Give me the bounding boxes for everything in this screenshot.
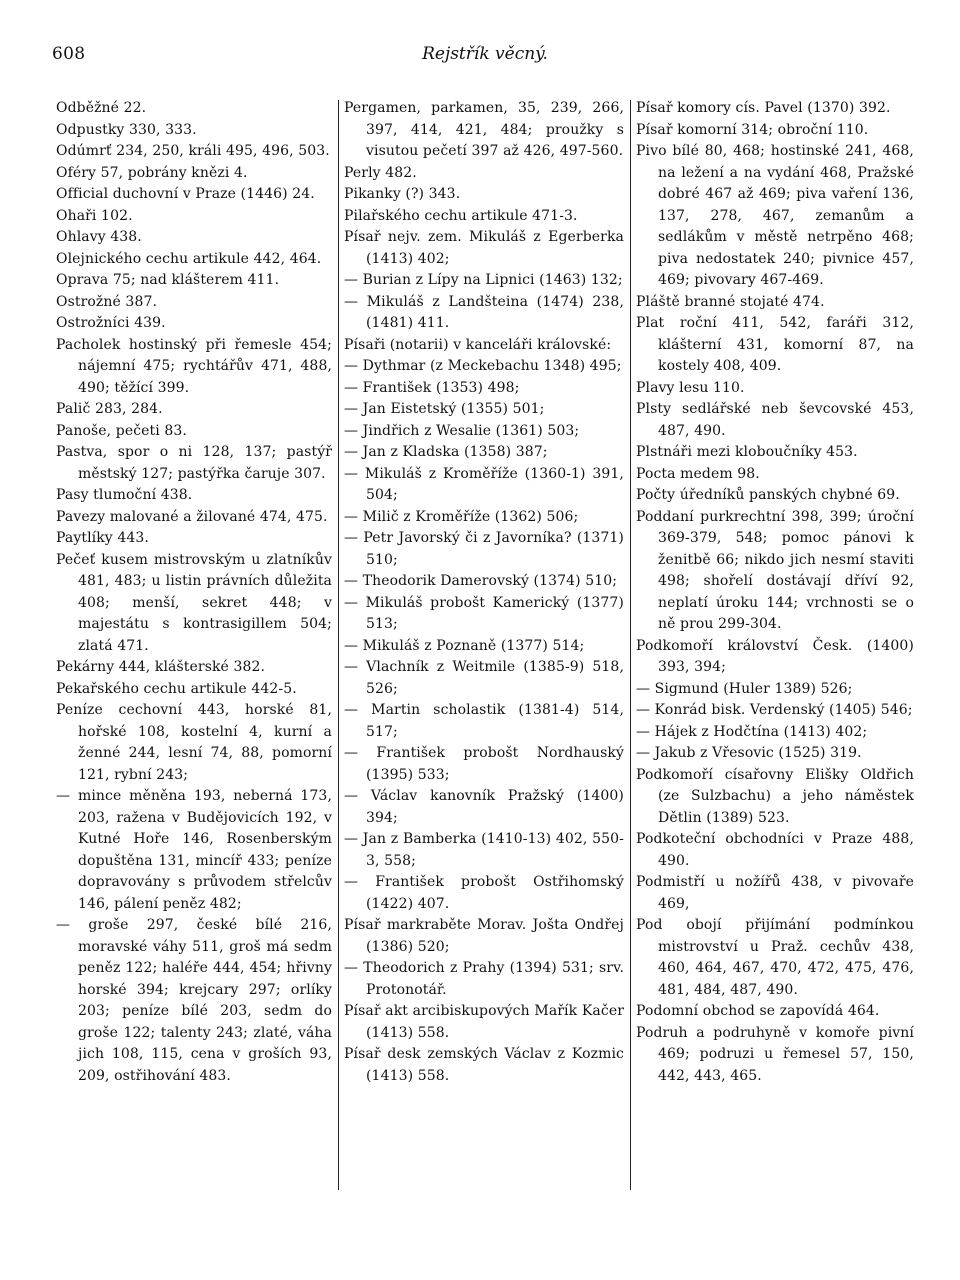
index-entry: Podomní obchod se zapovídá 464. <box>636 1003 880 1019</box>
index-entry: — Milič z Kroměříže (1362) 506; <box>344 508 579 525</box>
index-entry: Ostrožníci 439. <box>56 315 166 331</box>
index-entry: — Konrád bisk. Verdenský (1405) 546; <box>636 702 913 718</box>
index-entry: Pavezy malované a žilované 474, 475. <box>56 508 328 525</box>
index-entry: Oprava 75; nad klášterem 411. <box>56 272 280 288</box>
index-entry: Písař nejv. zem. Mikuláš z Egerberka (1413) 402; <box>344 229 624 267</box>
index-entry: — Sigmund (Huler 1389) 526; <box>636 680 853 697</box>
index-entry: Official duchovní v Praze (1446) 24. <box>56 186 315 202</box>
index-entry: Odúmrť 234, 250, králi 495, 496, 503. <box>56 143 330 159</box>
index-entry: Panoše, pečeti 83. <box>56 422 187 439</box>
index-column-1 <box>56 98 332 1087</box>
index-entry: Pekařského cechu artikule 442-5. <box>56 680 297 697</box>
index-entry: Podruh a podruhyně v komoře pivní 469; podruzi u řemesel 57, 150, 442, 443, 465. <box>636 1024 914 1084</box>
index-entry: Palič 283, 284. <box>56 401 163 417</box>
index-entry: Ostrožné 387. <box>56 293 158 310</box>
column-divider <box>338 100 339 1190</box>
column-divider <box>630 100 631 1190</box>
index-entry: — Vlachník z Weitmile (1385-9) 518, 526; <box>344 659 624 697</box>
index-entry: Pasy tlumoční 438. <box>56 487 193 503</box>
index-entry: Pilařského cechu artikule 471-3. <box>344 207 578 224</box>
index-entry: Paytlíky 443. <box>56 530 149 546</box>
index-entry: Odpustky 330, 333. <box>56 121 197 138</box>
index-entry: Pergamen, parkamen, 35, 239, 266, 397, 414, 421, 484; proužky s visutou pečetí 397 až 426, 497-560. <box>344 100 624 159</box>
index-entry: Písař akt arcibiskupových Mařík Kačer (1413) 558. <box>344 1003 624 1041</box>
index-entry: — groše 297, české bílé 216, moravské váhy 511, groš má sedm peněz 122; haléře 444, 454; hřivny horské 394; krejcary 297; orlíky 203; peníze bílé 203, sedm do groše 122; talenty 243; zlaté, váha jich 108, 115, cena v groších 93, 209, ostřihování 483. <box>56 917 332 1084</box>
page-number: 608 <box>52 44 86 64</box>
index-entry: Perly 482. <box>344 164 417 181</box>
index-entry: Peníze cechovní 443, horské 81, hořské 108, kostelní 4, kurní a ženné 244, lesní 74, 88, pomorní 121, rybní 243; <box>56 702 332 783</box>
index-entry: Ohlavy 438. <box>56 229 142 245</box>
index-entry: Pocta medem 98. <box>636 465 760 482</box>
index-entry: — Martin scholastik (1381-4) 514, 517; <box>344 702 624 740</box>
index-entry: — František probošt Ostřihomský (1422) 407. <box>344 874 624 912</box>
index-entry: Písař desk zemských Václav z Kozmic (1413) 558. <box>344 1046 624 1084</box>
index-entry: Plsty sedlářské neb ševcovské 453, 487, 490. <box>636 401 914 439</box>
index-entry: Pivo bílé 80, 468; hostinské 241, 468, na ležení a na vydání 468, Pražské dobré 467 až 469; piva vaření 136, 137, 278, 467, zemanům a sedlákům v městě netrpěno 468; piva nedostatek 240; pivnice 457, 469; pivovary 467-469. <box>636 143 914 288</box>
index-entry: Podkoteční obchodníci v Praze 488, 490. <box>636 831 914 869</box>
index-entry: — Burian z Lípy na Lipnici (1463) 132; <box>344 272 623 288</box>
index-entry: Písař markraběte Morav. Jošta Ondřej (1386) 520; <box>344 917 624 955</box>
index-entry: — Václav kanovník Pražský (1400) 394; <box>344 788 624 826</box>
index-entry: Pacholek hostinský při řemesle 454; nájemní 475; rychtářův 471, 488, 490; těžící 399. <box>56 336 332 396</box>
index-entry: Poddaní purkrechtní 398, 399; úroční 369-379, 548; pomoc pánovi k ženitbě 66; nikdo jich nesmí staviti 498; shořelí dostávají dříví 92, neplatí úroku 144; vrchnosti se o ně prou 299-304. <box>636 508 914 632</box>
index-entry: Plat roční 411, 542, faráři 312, klášterní 431, komorní 87, na kostely 408, 409. <box>636 315 914 374</box>
index-entry: Podmistří u nožířů 438, v pivovaře 469, <box>636 874 914 912</box>
index-entry: — Mikuláš z Landšteina (1474) 238, (1481) 411. <box>344 293 624 331</box>
index-entry: Pastva, spor o ni 128, 137; pastýř městský 127; pastýřka čaruje 307. <box>56 444 332 482</box>
index-entry: Písaři (notarii) v kanceláři královské: <box>344 336 612 353</box>
index-entry: Podkomoří království Česk. (1400) 393, 394; <box>636 637 914 675</box>
index-entry: — Mikuláš probošt Kamerický (1377) 513; <box>344 594 624 632</box>
index-entry: Počty úředníků panských chybné 69. <box>636 487 900 503</box>
index-entry: Pod obojí přijímání podmínkou mistrovství u Praž. cechův 438, 460, 464, 467, 470, 472, 475, 476, 481, 484, 487, 490. <box>636 917 914 998</box>
index-entry: Ohaři 102. <box>56 207 133 224</box>
index-entry: — Dythmar (z Meckebachu 1348) 495; <box>344 358 622 374</box>
index-entry: — František (1353) 498; <box>344 379 520 396</box>
index-column-2 <box>344 98 624 1087</box>
index-entry: Písař komorní 314; obroční 110. <box>636 121 869 138</box>
index-entry: Pikanky (?) 343. <box>344 186 461 202</box>
index-entry: — František probošt Nordhauský (1395) 533; <box>344 745 624 783</box>
index-entry: — Jan z Kladska (1358) 387; <box>344 444 548 460</box>
index-entry: — Mikuláš z Poznaně (1377) 514; <box>344 637 585 654</box>
index-entry: Pečeť kusem mistrovským u zlatníkův 481, 483; u listin právních důležita 408; menší, sekret 448; v majestátu s kontrasigillem 504; zlatá 471. <box>56 551 332 654</box>
index-entry: Pláště branné stojaté 474. <box>636 293 825 310</box>
index-entry: — Hájek z Hodčtína (1413) 402; <box>636 723 868 740</box>
index-entry: — mince měněna 193, neberná 173, 203, ražena v Budějovicích 192, v Kutné Hoře 146, Rosenberským dopuštěna 131, mincíř 433; peníze dopravovány s průvodem střelcův 146, pálení peněz 482; <box>56 788 332 912</box>
index-entry: Písař komory cís. Pavel (1370) 392. <box>636 100 891 116</box>
index-entry: — Petr Javorský či z Javorníka? (1371) 510; <box>344 530 624 568</box>
index-entry: Odběžné 22. <box>56 100 147 116</box>
index-entry: — Jindřich z Wesalie (1361) 503; <box>344 422 580 439</box>
index-entry: Pekárny 444, klášterské 382. <box>56 659 266 675</box>
index-entry: Podkomoří císařovny Elišky Oldřich (ze Sulzbachu) a jeho náměstek Dětlin (1389) 523. <box>636 766 914 826</box>
running-head: Rejstřík věcný. <box>422 44 548 64</box>
index-entry: — Jan Eistetský (1355) 501; <box>344 401 545 417</box>
index-column-3 <box>636 98 914 1087</box>
index-entry: Oféry 57, pobrány knězi 4. <box>56 164 248 181</box>
index-entry: — Jakub z Vřesovic (1525) 319. <box>636 745 862 761</box>
index-entry: Plstnáři mezi kloboučníky 453. <box>636 444 858 460</box>
index-entry: — Theodorich z Prahy (1394) 531; srv. Protonotář. <box>344 960 624 998</box>
index-entry: — Theodorik Damerovský (1374) 510; <box>344 573 618 589</box>
index-entry: — Mikuláš z Kroměříže (1360-1) 391, 504; <box>344 465 624 503</box>
index-entry: Olejnického cechu artikule 442, 464. <box>56 250 322 267</box>
index-entry: — Jan z Bamberka (1410-13) 402, 550-3, 558; <box>344 831 624 869</box>
index-entry: Plavy lesu 110. <box>636 379 745 396</box>
